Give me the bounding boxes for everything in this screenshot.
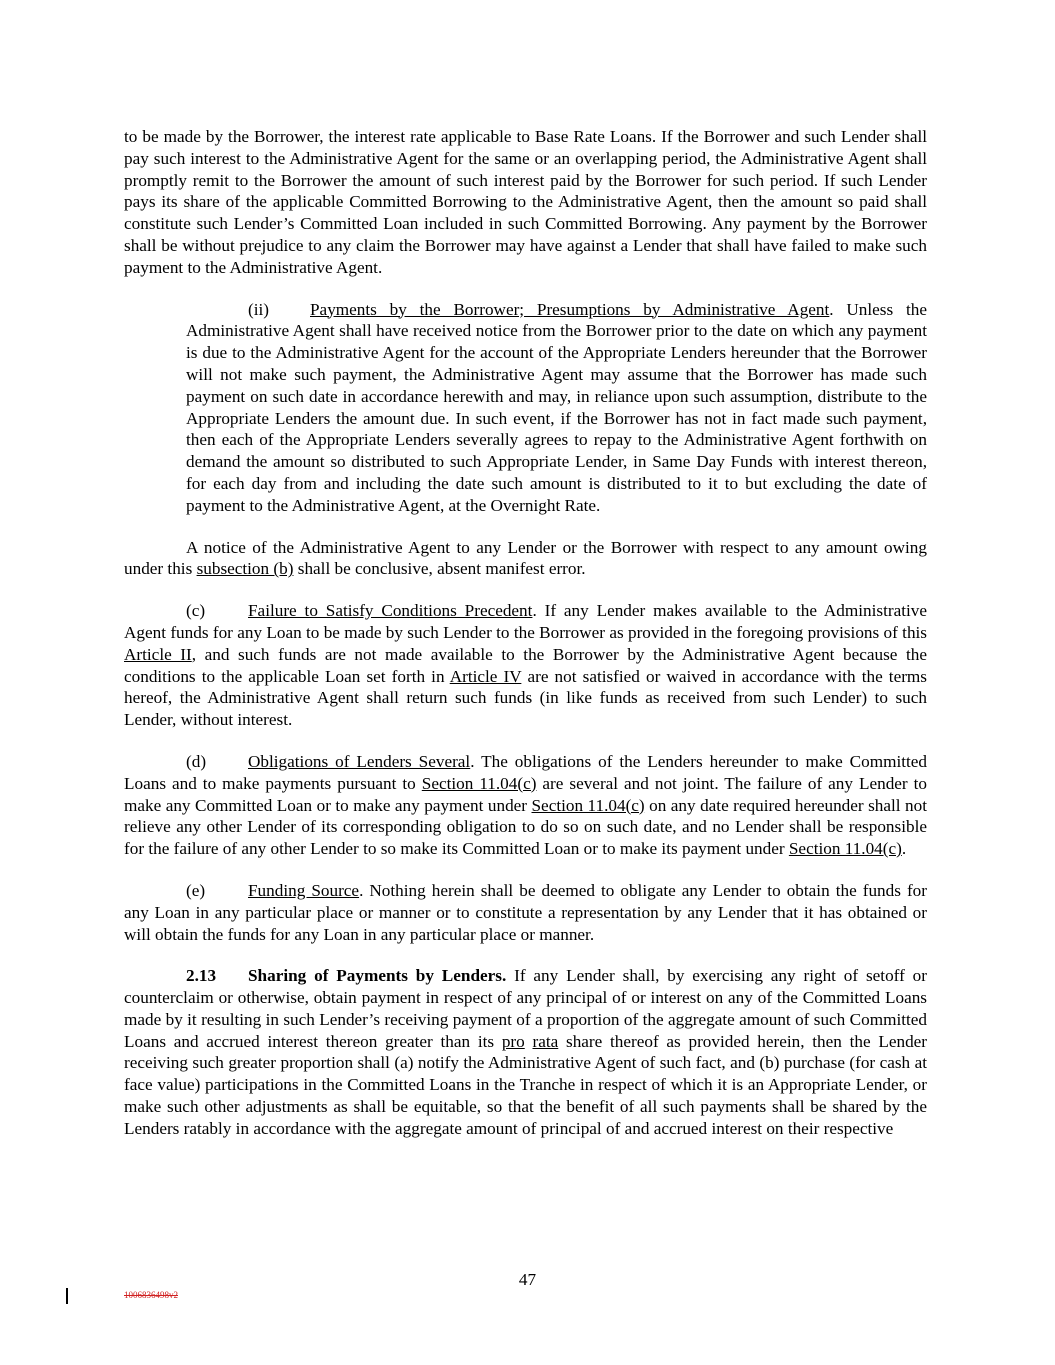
clause-c-text-2: , and such funds are not made available to the Borrower by the Administrative Agent because the conditions to the applicable Loan set forth in: [124, 644, 927, 686]
clause-d-label: (d): [186, 751, 207, 771]
clause-c-heading: Failure to Satisfy Conditions Precedent: [248, 601, 533, 621]
paragraph-continuation: to be made by the Borrower, the interest rate applicable to Base Rate Loans. If the Borrower and such Lender shall pay such interest to the Administrative Agent for the same or an overlapping period, the Administrative Agent shall promptly remit to the Borrower the amount of such interest paid by the Borrower for such period. If such Lender pays its share of the applicable Committed Borrowing to the Administrative Agent, then the amount so paid shall constitute such Lender’s Committed Loan included in such Committed Borrowing. Any payment by the Borrower shall be without prejudice to any claim the Borrower may have against a Lender that shall have failed to make such payment to the Administrative Agent.: [124, 127, 927, 277]
clause-e: [124, 880, 927, 945]
page-number: 47: [518, 1270, 537, 1289]
clause-e-body: . Nothing herein shall be deemed to obligate any Lender to obtain the funds for any Loan in any particular place or manner or to constitute a representation by any Lender that it has obtained or will obtain the funds for any Loan in any particular place or manner.: [124, 880, 927, 944]
clause-d-text-4: .: [901, 839, 907, 859]
section-11-04c-reference: Section 11.04(c): [788, 839, 902, 859]
notice-text-a: A notice of the Administrative Agent to any Lender or the Borrower with respect to any amount owing under this: [124, 537, 927, 579]
section-number: 2.13: [186, 966, 217, 986]
article-iv-reference: Article IV: [449, 666, 522, 686]
section-11-04c-reference: Section 11.04(c): [531, 795, 645, 815]
clause-c: [124, 600, 927, 731]
clause-d-text-1: . The obligations of the Lenders hereunder to make Committed Loans and to make payments pursuant to: [124, 751, 928, 793]
article-ii-reference: Article II: [124, 644, 192, 664]
clause-d-text-3: on any date required hereunder shall not relieve any other Lender of its corresponding obligation to do so on such date, and no Lender shall be responsible for the failure of any other Lender to so make its Committed Loan or to make its payment under: [124, 795, 927, 859]
section-2-13: [124, 965, 927, 1139]
clause-e-label: (e): [186, 880, 206, 900]
clause-d: [124, 751, 927, 860]
pro-term: pro: [501, 1031, 525, 1051]
section-text-1: If any Lender shall, by exercising any right of setoff or counterclaim or otherwise, obtain payment in respect of any principal of or interest on any of the Committed Loans made by it resulting in such Lender’s receiving payment of a proportion of the aggregate amount of such Committed Loans and accrued interest thereon greater than its: [124, 966, 927, 1051]
document-id: 1006836498v2: [124, 1290, 178, 1300]
clause-d-heading: Obligations of Lenders Several: [248, 751, 471, 771]
clause-ii-heading: Payments by the Borrower; Presumptions by Administrative Agent: [310, 299, 830, 319]
clause-c-text-3: are not satisfied or waived in accordance with the terms hereof, the Administrative Agent shall return such funds (in like funds as received from such Lender) to such Lender, without interest.: [124, 666, 927, 730]
notice-text-b: shall be conclusive, absent manifest error.: [293, 559, 586, 579]
change-bar: [66, 1288, 68, 1304]
clause-e-heading: Funding Source: [248, 880, 360, 900]
document-body: [124, 126, 927, 1160]
section-heading: Sharing of Payments by Lenders.: [248, 966, 507, 986]
rata-term: rata: [532, 1031, 559, 1051]
section-text-2: share thereof as provided herein, then the Lender receiving such greater proportion shall (a) notify the Administrative Agent of such fact, and (b) purchase (for cash at face value) participations in the Committed Loans in the Tranche in respect of which it is an Appropriate Lender, or make such other adjustments as shall be equitable, so that the benefit of all such payments shall be shared by the Lenders ratably in accordance with the aggregate amount of principal of and accrued interest on their respective: [124, 1031, 928, 1138]
subsection-b-reference: subsection (b): [196, 559, 294, 579]
section-11-04c-reference: Section 11.04(c): [421, 773, 537, 793]
clause-d-text-2: are several and not joint. The failure of any Lender to make any Committed Loan or to make any payment under: [124, 773, 927, 815]
clause-ii-body: . Unless the Administrative Agent shall have received notice from the Borrower prior to the date on which any payment is due to the Administrative Agent for the account of the Appropriate Lenders hereunder that the Borrower will not make such payment, the Administrative Agent may assume that the Borrower has made such payment on such date in accordance herewith and may, in reliance upon such assumption, distribute to the Appropriate Lenders the amount due. In such event, if the Borrower has not in fact made such payment, then each of the Appropriate Lenders severally agrees to repay to the Administrative Agent forthwith on demand the amount so distributed to such Appropriate Lender, in Same Day Funds with interest thereon, for each day from and including the date such amount is distributed to it to but excluding the date of payment to the Administrative Agent, at the Overnight Rate.: [186, 299, 927, 515]
notice-paragraph: [124, 537, 927, 581]
clause-c-text-1: . If any Lender makes available to the Administrative Agent funds for any Loan to be made by such Lender to the Borrower as provided in the foregoing provisions of this: [124, 601, 927, 642]
clause-c-label: (c): [186, 601, 206, 621]
clause-ii: [186, 299, 927, 517]
clause-ii-label: (ii): [248, 299, 269, 319]
